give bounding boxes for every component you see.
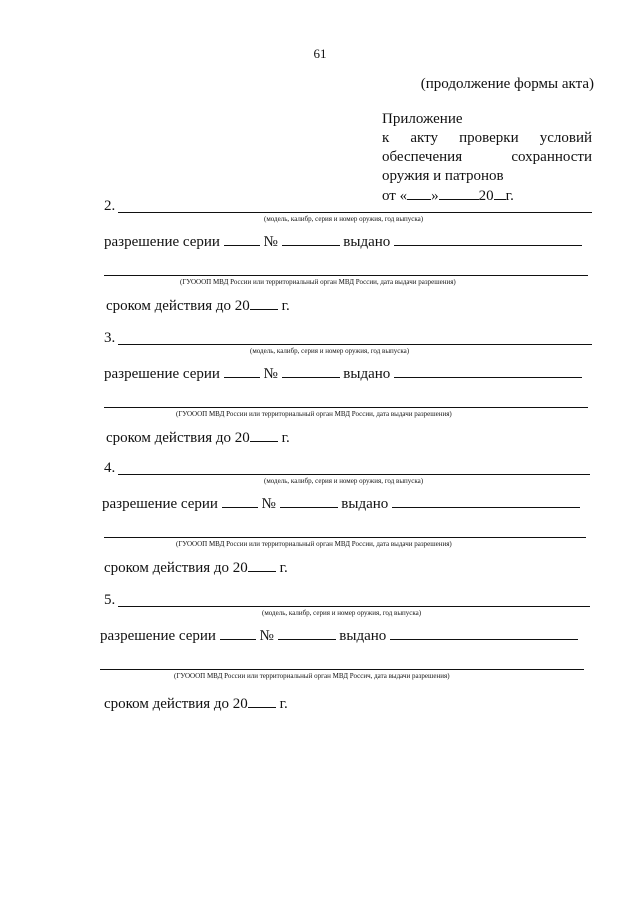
permit-label: разрешение серии xyxy=(100,628,216,644)
permit-label: разрешение серии xyxy=(104,366,220,382)
appendix-line-conditions: обеспечения сохранности xyxy=(382,149,592,165)
entry-number: 5. xyxy=(104,592,116,608)
weapon-entry-4 xyxy=(0,460,640,590)
permit-row xyxy=(104,232,582,251)
date-prefix: от « xyxy=(382,188,408,204)
permit-row xyxy=(102,494,580,513)
validity-row xyxy=(104,558,288,577)
validity-year-blank[interactable] xyxy=(248,558,276,572)
weapon-field-line[interactable] xyxy=(118,212,592,213)
date-suffix: г. xyxy=(505,188,514,204)
permit-label: разрешение серии xyxy=(102,496,218,512)
number-sign: № xyxy=(263,234,278,250)
series-blank[interactable] xyxy=(224,232,260,246)
issuer-caption: (ГУОООП МВД России или территориальный орган МВД России, дата выдачи разрешения) xyxy=(176,410,452,418)
issuer-caption: (ГУОООП МВД России или территориальный орган МВД России, дата выдачи разрешения) xyxy=(176,540,452,548)
validity-suffix: г. xyxy=(281,298,290,314)
permit-row xyxy=(100,626,578,645)
issuer-blank[interactable] xyxy=(390,626,578,640)
validity-row xyxy=(104,694,288,713)
permit-row xyxy=(104,364,582,383)
appendix-line-act: к акту проверки условий xyxy=(382,130,592,146)
page-number: 61 xyxy=(313,46,327,61)
weapon-field-line[interactable] xyxy=(118,474,590,475)
validity-suffix: г. xyxy=(279,560,288,576)
weapon-entry-5 xyxy=(0,592,640,722)
appendix-block xyxy=(382,110,592,206)
issuer-field-line[interactable] xyxy=(104,537,586,538)
appendix-title: Приложение xyxy=(382,111,463,127)
issued-label: выдано xyxy=(343,366,391,382)
validity-label: сроком действия до 20 xyxy=(106,298,250,314)
weapon-caption: (модель, калибр, серия и номер оружия, год выпуска) xyxy=(250,347,410,355)
series-blank[interactable] xyxy=(220,626,256,640)
validity-year-blank[interactable] xyxy=(248,694,276,708)
weapon-caption: (модель, калибр, серия и номер оружия, год выпуска) xyxy=(262,609,422,617)
issuer-field-line[interactable] xyxy=(104,275,588,276)
weapon-caption: (модель, калибр, серия и номер оружия, год выпуска) xyxy=(264,215,424,223)
date-mid: » xyxy=(431,188,439,204)
permit-number-blank[interactable] xyxy=(282,232,340,246)
issuer-blank[interactable] xyxy=(394,364,582,378)
weapon-field-line[interactable] xyxy=(118,606,590,607)
number-sign: № xyxy=(259,628,274,644)
appendix-line-weapons: оружия и патронов xyxy=(382,168,504,184)
issuer-field-line[interactable] xyxy=(104,407,588,408)
entry-number: 4. xyxy=(104,460,116,476)
weapon-entry-3 xyxy=(0,330,640,460)
number-sign: № xyxy=(261,496,276,512)
validity-label: сроком действия до 20 xyxy=(104,560,248,576)
issuer-blank[interactable] xyxy=(394,232,582,246)
series-blank[interactable] xyxy=(224,364,260,378)
permit-number-blank[interactable] xyxy=(280,494,338,508)
issued-label: выдано xyxy=(343,234,391,250)
entry-number: 3. xyxy=(104,330,116,346)
permit-number-blank[interactable] xyxy=(278,626,336,640)
issued-label: выдано xyxy=(341,496,389,512)
permit-label: разрешение серии xyxy=(104,234,220,250)
weapon-field-line[interactable] xyxy=(118,344,592,345)
series-blank[interactable] xyxy=(222,494,258,508)
number-sign: № xyxy=(263,366,278,382)
date-year: 20 xyxy=(478,188,494,204)
issuer-caption: (ГУОООП МВД России или территориальный орган МВД России, дата выдачи разрешения) xyxy=(180,278,456,286)
validity-label: сроком действия до 20 xyxy=(106,430,250,446)
validity-label: сроком действия до 20 xyxy=(104,696,248,712)
validity-row xyxy=(106,428,290,447)
entry-number: 2. xyxy=(104,198,116,214)
weapon-caption: (модель, калибр, серия и номер оружия, год выпуска) xyxy=(264,477,424,485)
issuer-caption: (ГУОООП МВД России или территориальный орган МВД Россич, дата выдачи разрешения) xyxy=(174,672,450,680)
validity-year-blank[interactable] xyxy=(250,428,278,442)
issued-label: выдано xyxy=(339,628,387,644)
issuer-field-line[interactable] xyxy=(100,669,584,670)
validity-year-blank[interactable] xyxy=(250,296,278,310)
permit-number-blank[interactable] xyxy=(282,364,340,378)
validity-row xyxy=(106,296,290,315)
continuation-note: (продолжение формы акта) xyxy=(420,76,594,92)
issuer-blank[interactable] xyxy=(392,494,580,508)
validity-suffix: г. xyxy=(281,430,290,446)
weapon-entry-2 xyxy=(0,198,640,328)
validity-suffix: г. xyxy=(279,696,288,712)
